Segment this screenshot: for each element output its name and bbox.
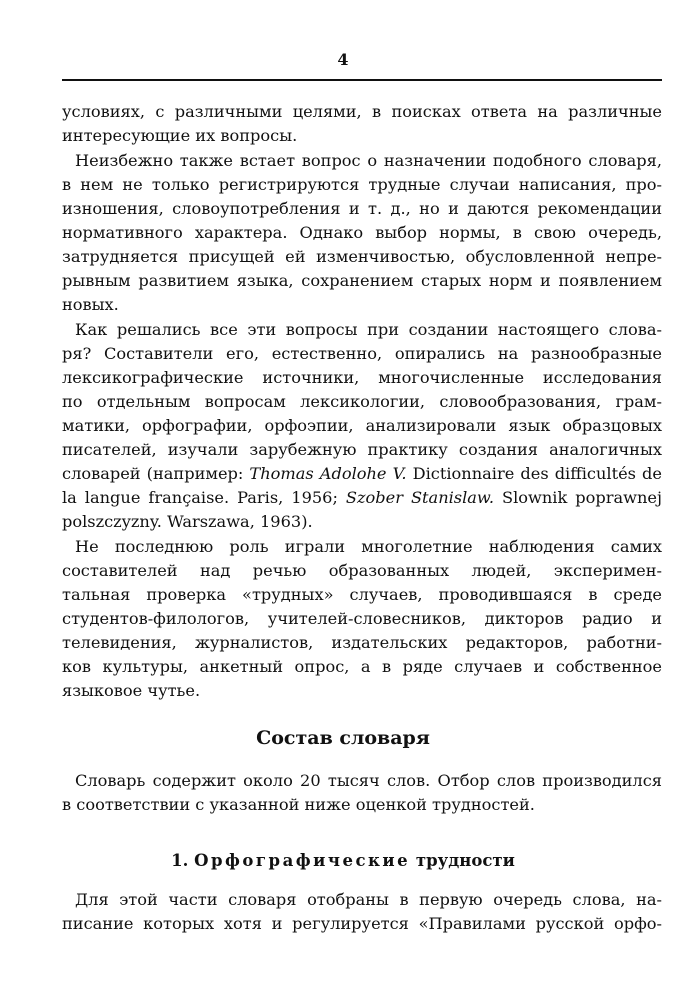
citation-line [62,486,662,510]
text-line: Неизбежно также встает вопрос о назначении подобного словаря, [75,151,662,170]
page-number: 4 [337,50,349,69]
text-line: составителей над речью образованных людей, эксперимен- [62,561,662,580]
text-line: тальная проверка «трудных» случаев, проводившаяся в среде [62,585,662,604]
citation-text: la langue française. Paris, 1956; [62,488,346,507]
citation-text: Slownik poprawnej [494,488,662,507]
text-line: матики, орфографии, орфоэпии, анализировали язык образцовых [62,416,662,435]
subsection-number: 1. [171,851,189,870]
section-heading: Состав словаря [256,727,430,749]
text-line: писание которых хотя и регулируется «Правилами русской орфо- [62,914,662,933]
text-line: студентов-филологов, учителей-словесников, дикторов радио и [62,609,662,628]
text-line: Для этой части словаря отобраны в первую очередь слова, на- [75,890,662,909]
subsection-title-2: трудности [415,851,515,870]
text-line: лексикографические источники, многочисленные исследования [62,368,662,387]
text-line: языковое чутье. [62,681,201,700]
text-line: Словарь содержит около 20 тысяч слов. Отбор слов производился [75,771,662,790]
citation-line [62,462,662,486]
citation-text: словарей (например: [62,464,250,483]
text-line: Не последнюю роль играли многолетние наблюдения самих [75,537,662,556]
text-line: писателей, изучали зарубежную практику создания аналогичных [62,440,662,459]
text-line: новых. [62,295,119,314]
text-line: ков культуры, анкетный опрос, а в ряде случаев и собственное [62,657,662,676]
text-line: затрудняется присущей ей изменчивостью, обусловленной непре- [62,247,662,266]
text-line: Как решались все эти вопросы при создании настоящего слова- [75,320,662,339]
text-line: условиях, с различными целями, в поисках ответа на различные [62,102,662,121]
text-line: по отдельным вопросам лексикологии, словообразования, грам- [62,392,662,411]
text-line: интересующие их вопросы. [62,126,298,145]
subsection-title: Орфографические [194,851,411,870]
citation-author: Thomas Adolohe V. [249,464,407,483]
citation-author: Szober Stanislaw. [345,488,495,507]
text-line: в соответствии с указанной ниже оценкой трудностей. [62,795,535,814]
subsection-heading [0,851,686,870]
header-rule [62,79,662,81]
citation-text: Dictionnaire des difficultés de [406,464,662,483]
text-line: рывным развитием языка, сохранением старых норм и появлением [62,271,662,290]
text-line: телевидения, журналистов, издательских редакторов, работни- [62,633,662,652]
text-line: нормативного характера. Однако выбор нормы, в свою очередь, [62,223,662,242]
text-line: в нем не только регистрируются трудные случаи написания, про- [62,175,662,194]
text-line: ря? Составители его, естественно, опирались на разнообразные [62,344,662,363]
citation-line: polszczyzny. Warszawa, 1963). [62,512,313,531]
text-line: изношения, словоупотребления и т. д., но и даются рекомендации [62,199,662,218]
